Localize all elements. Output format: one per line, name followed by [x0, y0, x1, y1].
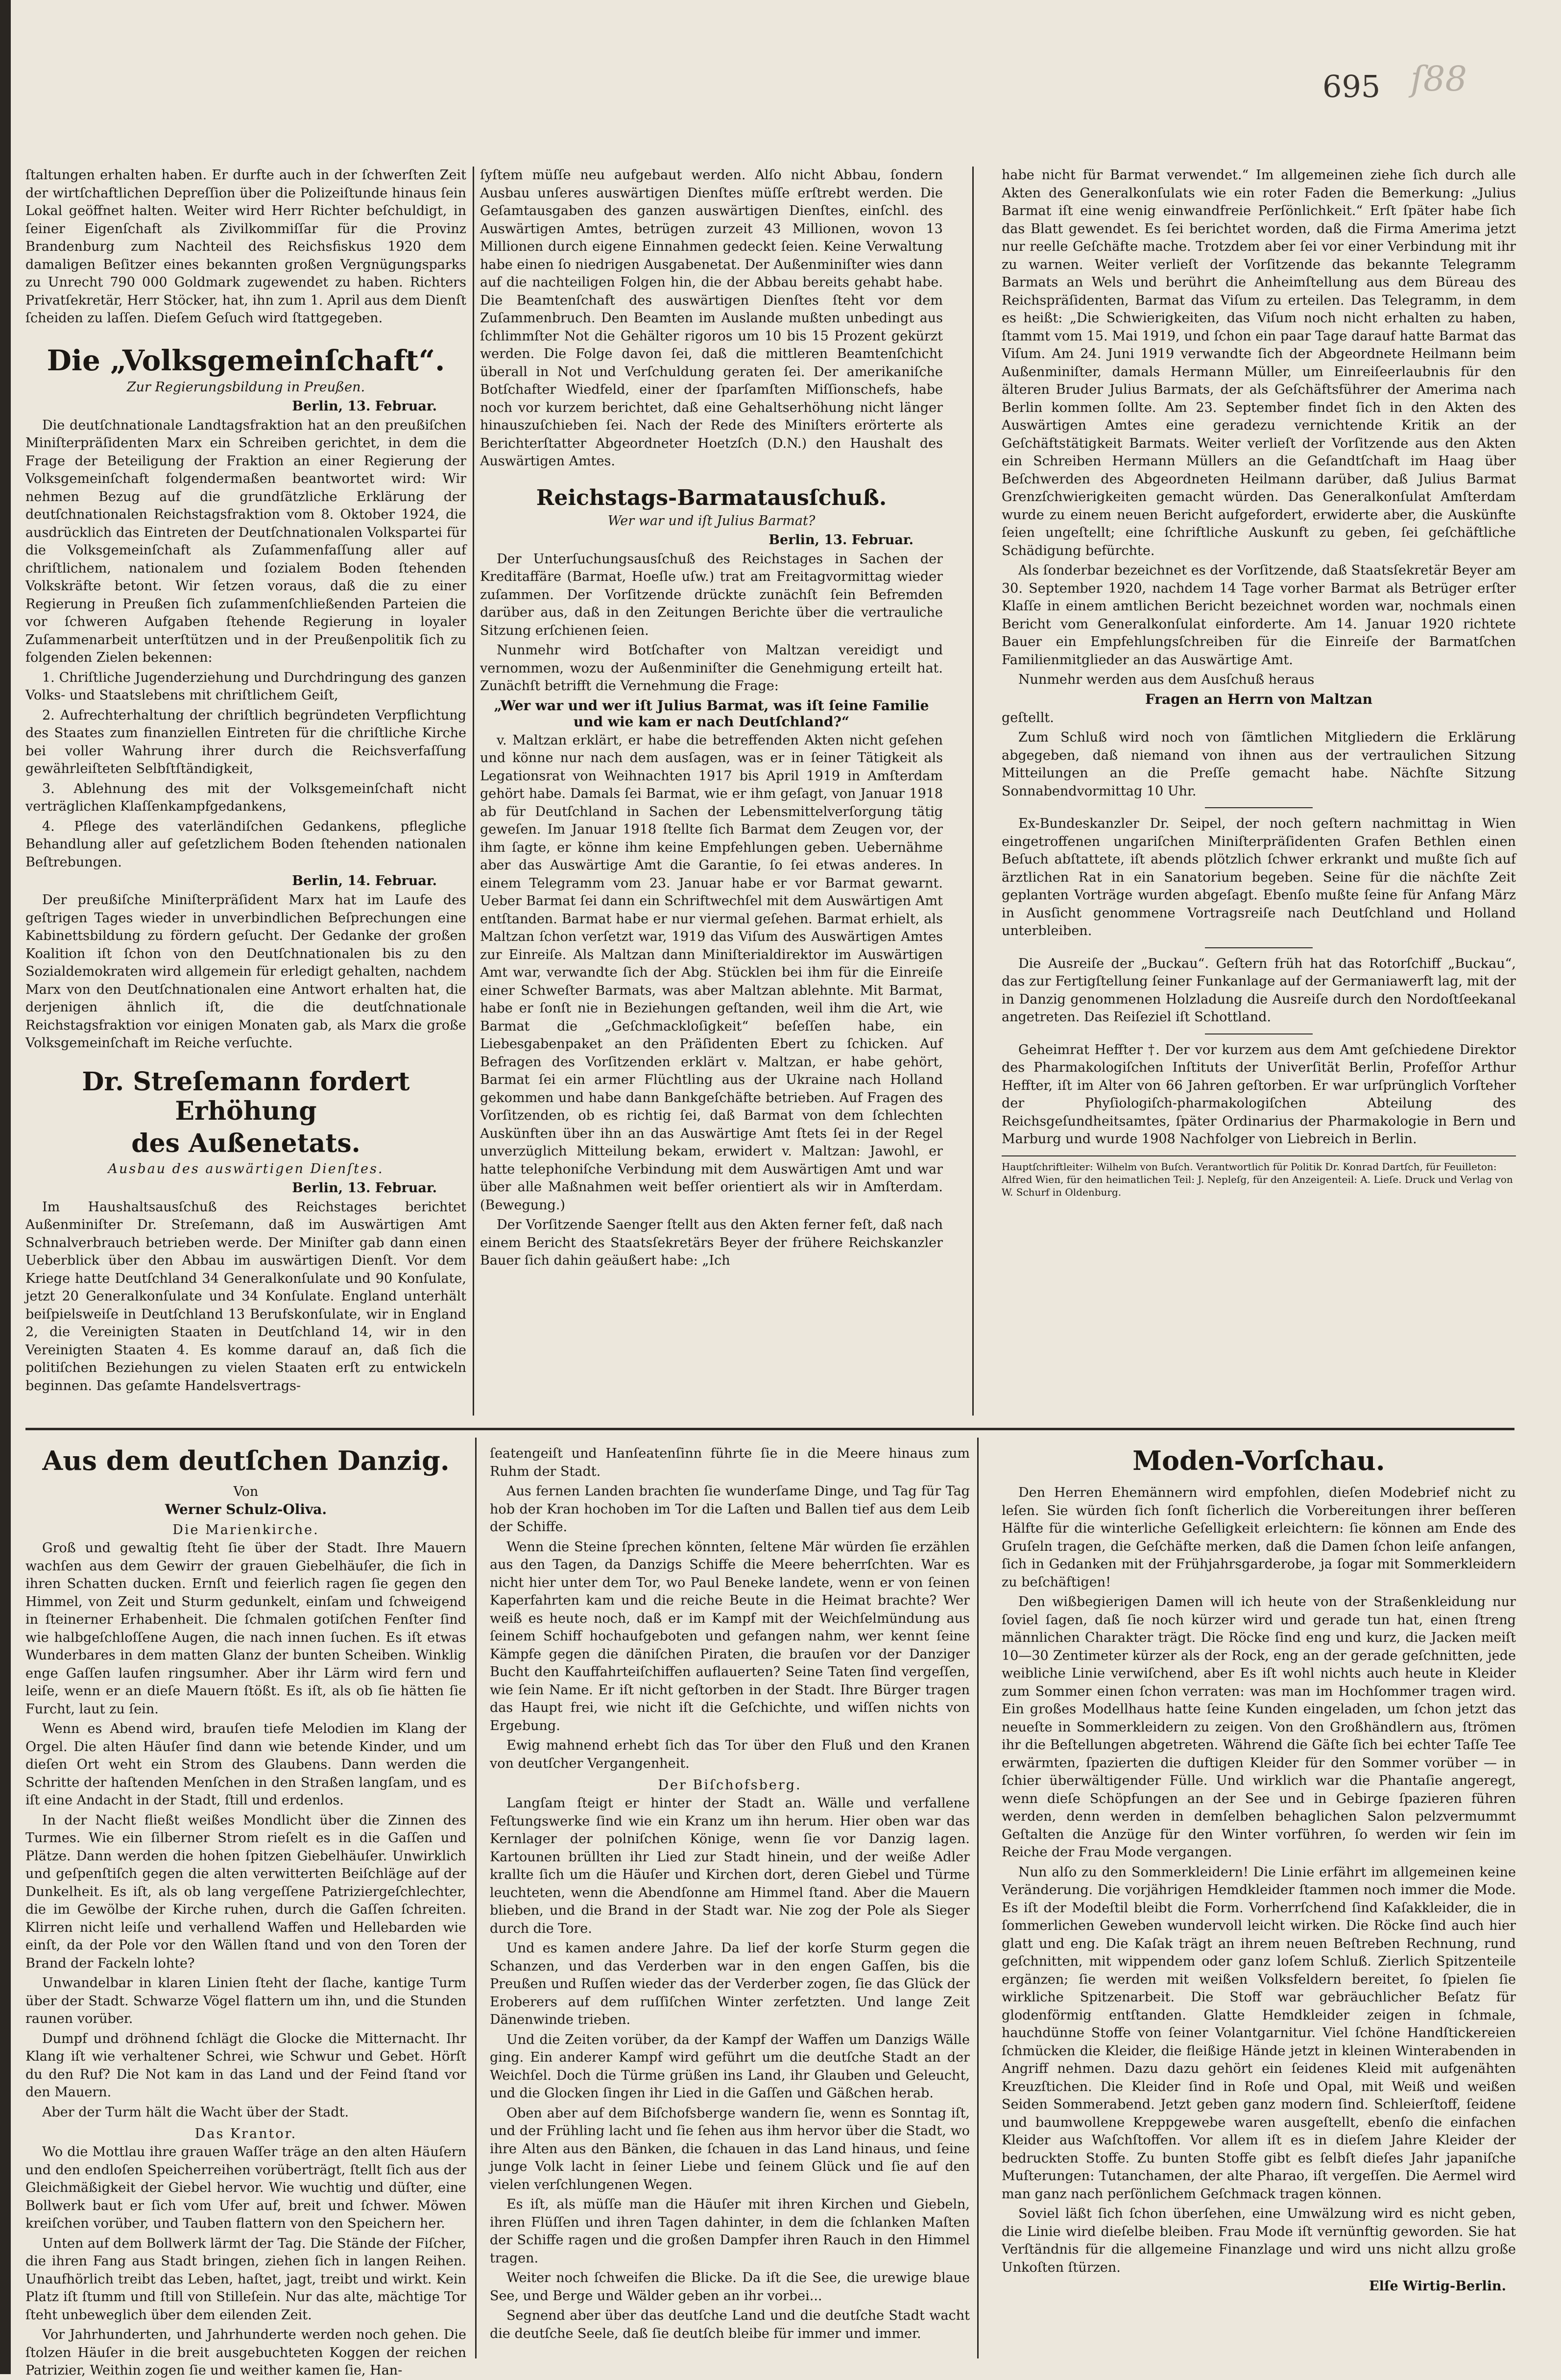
paragraph: Als ſonderbar bezeichnet es der Vorſitzende, daß Staatsſekretär Beyer am 30. September 1920, nachdem 14 Tage vorher Barmat als Betrüger erſter Klaſſe in einem amtlichen Bericht bezeichnet worden war, nochmals einen Bericht vom Generalkonſulat einforderte. Am 14. Januar 1920 richtete Bauer ein Empfehlungsſchreiben für die Einreiſe der Barmatſchen Familienmitglieder an das Auswärtige Amt.: [1002, 563, 1516, 668]
paragraph: Im Haushaltsausſchuß des Reichstages berichtet Außenminiſter Dr. Streſemann, daß im Auswärtigen Amt Schnalverbrauch betrieben werde. Der Miniſter gab dann einen Ueberblick über den Abbau im auswärtigen Dienſt. Vor dem Kriege hatte Deutſchland 34 Generalkonſulate und 90 Konſulate, jetzt 20 Generalkonſulate und 34 Konſulate. England unterhält beiſpielsweiſe in Deutſchland 13 Berufskonſulate, wir in England 2, die Vereinigten Staaten in Deutſchland 14, wir in den Vereinigten Staaten 4. Es komme darauf an, daß ſich die politiſchen Beziehungen zu vielen Staaten erſt zu entwickeln beginnen. Das geſamte Handelsvertrags-: [25, 1199, 466, 1394]
list-item: 2. Aufrechterhaltung der chriſtlich begründeten Verpflichtung des Staates zum finanziellen Eintreten für die chriſtliche Kirche bei voller Wahrung ihrer durch die Reichsverfaſſung gewährleiſteten Selbſtſtändigkeit,: [25, 707, 466, 776]
paragraph: Aber der Turm hält die Wacht über der Stadt.: [42, 2104, 349, 2120]
imprint: Hauptſchriftleiter: Wilhelm von Buſch. Verantwortlich für Politik Dr. Konrad Dartſch, für Feuilleton: Alfred Wien, für den heimatlichen Teil: J. Nepleſg, für den Anzeigenteil: A. Lieſe. Druck und Verlag von W. Schurf in Oldenburg.: [1002, 1155, 1516, 1199]
paragraph: Den Herren Ehemännern wird empfohlen, dieſen Modebrief nicht zu leſen. Sie würden ſich ſonſt ſicherlich die Vorbereitungen ihrer beſſeren Hälfte für die winterliche Geſelligkeit erleichtern: ſie können am Ende des Gruſeln tragen, die Geſchäfte merken, daß die Damen ſchon leiſe anfangen, ſich in Gedanken mit der Frühjahrsgarderobe, ja ſogar mit Sommerkleidern zu beſchäftigen!: [1002, 1485, 1516, 1590]
dateline: Berlin, 13. Februar.: [292, 1180, 437, 1196]
paragraph: Der Unterſuchungsausſchuß des Reichstages in Sachen der Kreditaffäre (Barmat, Hoeſle uſw.) trat am Freitagvormittag wieder zuſammen. Der Vorſitzende drückte zunächſt ſein Befremden darüber aus, daß in den Zeitungen Berichte über die vertrauliche Sitzung erſchienen ſeien.: [480, 551, 943, 638]
paragraph: Unwandelbar in klaren Linien ſteht der ſlache, kantige Turm über der Stadt. Schwarze Vögel flattern um ihn, und die Stunden raunen vorüber.: [25, 1975, 466, 2026]
paragraph: In der Nacht fließt weißes Mondlicht über die Zinnen des Turmes. Wie ein ſilberner Strom rieſelt es in die Gaſſen und Plätze. Dann werden die hohen ſpitzen Giebelhäuſer. Unwirklich und geſpenſtiſch gegen die alten verwitterten Beiſchläge auf der Dunkelheit. Es iſt, als ob lang vergeſſene Patriziergeſchlechter, die im Gewölbe der Kirche ruhen, durch die Gaſſen ſchreiten. Klirren nicht leiſe und verhallend Waffen und Hellebarden wie einſt, da der Pole vor den Wällen ſtand und von den Toren der Brand der Fackeln lohte?: [25, 1812, 466, 1971]
paragraph: Es iſt, als müſſe man die Häuſer mit ihren Kirchen und Giebeln, ihren Flüſſen und ihren Tagen dahinter, in dem die ſchlanken Maſten der Schiffe ragen und die großen Dampfer ihren Rauch in den Himmel tragen.: [490, 2197, 970, 2266]
section-rule: [25, 1428, 1514, 1430]
paragraph: Wenn es Abend wird, brauſen tiefe Melodien im Klang der Orgel. Die alten Häuſer ſind dann wie betende Kinder, und um dieſen Ort weht ein Strom des Glaubens. Dann werden die Schritte der haſtenden Menſchen in den Straßen langſam, und es iſt eine Andacht in der Stadt, ſtill und erdenlos.: [25, 1721, 466, 1808]
paragraph: geſtellt.: [1002, 710, 1054, 725]
column-2: [480, 167, 943, 1391]
list-item: 4. Pflege des vaterländiſchen Gedankens, pflegliche Behandlung aller auf geſetzlichem Boden ſtehenden nationalen Beſtrebungen.: [25, 818, 466, 870]
paragraph: Dumpf und dröhnend ſchlägt die Glocke die Mitternacht. Ihr Klang iſt wie verhaltener Schrei, wie Schwur und Gebet. Hörſt du den Ruf? Die Not kam in das Land und der Feind ſtand vor den Mauern.: [25, 2031, 466, 2100]
paragraph: Vor Jahrhunderten, und Jahrhunderte werden noch gehen. Die ſtolzen Häuſer in die breit ausgebuchteten Koggen der reichen Patrizier, Weithin zogen ſie und weither kamen ſie, Han-: [25, 2327, 466, 2378]
headline-danzig: Aus dem deutſchen Danzig.: [42, 1445, 450, 1476]
column-rule: [972, 167, 974, 1416]
column-5: [490, 1445, 970, 2361]
list-item: 3. Ablehnung des mit der Volksgemeinſchaft nicht verträglichen Klaſſenkampfgedankens,: [25, 781, 466, 814]
paragraph: Wenn die Steine ſprechen könnten, ſeltene Mär würden ſie erzählen aus den Tagen, da Danzigs Schiffe die Meere beherrſchten. War es nicht hier unter dem Tor, wo Paul Beneke landete, wenn er von ſeinen Kaperfahrten kam und die reiche Beute in die Heimat brachte? Wer weiß es heute noch, daß er im Kampf mit der Weichſelmündung aus ſeinem Schiff hochaufgeboten und gefangen nahm, wer kennt ſeine Kämpfe gegen die däniſchen Piraten, die brauſen vor der Danziger Bucht den Kauffahrteiſchiffen auflauerten? Seine Taten ſind vergeſſen, wie ſein Name. Er iſt nicht geſtorben in der Stadt. Ihre Bürger tragen das Haupt frei, wie nicht iſt die Geſchichte, und wiſſen nichts von Ergebung.: [490, 1539, 970, 1733]
subline: Ausbau des auswärtigen Dienſtes.: [108, 1161, 384, 1177]
paragraph: Zum Schluß wird noch von ſämtlichen Mitgliedern die Erklärung abgegeben, daß niemand von ihnen aus der vertraulichen Sitzung Mitteilungen an die Preſſe gemacht habe. Nächſte Sitzung Sonnabendvormittag 10 Uhr.: [1002, 730, 1516, 799]
byline-author: Werner Schulz-Oliva.: [165, 1501, 327, 1517]
paragraph: Aus fernen Landen brachten ſie wunderſame Dinge, und Tag für Tag hob der Kran hochoben im Tor die Laſten und Ballen tief aus dem Leib der Schiffe.: [490, 1484, 970, 1535]
paragraph: Weiter noch ſchweifen die Blicke. Da iſt die See, die urewige blaue See, und Berge und Wälder geben an ihr vorbei...: [490, 2270, 970, 2304]
paragraph: Groß und gewaltig ſteht ſie über der Stadt. Ihre Mauern wachſen aus dem Gewirr der grauen Giebelhäuſer, die ſich in ihren Schatten ducken. Ernſt und feierlich ragen ſie gegen den Himmel, von Zeit und Sturm gedunkelt, einſam und ſchweigend in ſteinerner Erhabenheit. Die ſchmalen gotiſchen Fenſter ſind wie halbgeſchloſſene Augen, die nach innen ſuchen. Es iſt etwas Wunderbares in dem matten Glanz der bunten Scheiben. Winklig enge Gaſſen laufen ringsumher. Aber ihr Lärm wird fern und leiſe, wenn er an dieſe Mauern ſtößt. Es iſt, als ob ſie hätten ſie Furcht, laut zu ſein.: [25, 1540, 466, 1717]
separator: [1205, 947, 1313, 948]
list-item: 1. Chriſtliche Jugenderziehung und Durchdringung des ganzen Volks- und Staatslebens mit chriſtlichem Geiſt,: [25, 670, 466, 703]
column-6: [1002, 1445, 1516, 2361]
column-rule: [473, 167, 474, 1416]
column-4: [25, 1445, 466, 2378]
section-heading: Das Krantor.: [194, 2126, 297, 2141]
news-item-heffter: Geheimrat Heffter †. Der vor kurzem aus dem Amt geſchiedene Direktor des Pharmakologiſchen Inſtituts der Univerſität Berlin, Profeſſor Arthur Heffter, iſt im Alter von 66 Jahren geſtorben. Er war urſprünglich Vorſteher der Phyſiologiſch-pharmakologiſchen Abteilung des Reichsgeſundheitsamtes, ſpäter Ordinarius der Pharmakologie in Bern und Marburg und wurde 1908 Nachfolger von Liebreich in Berlin.: [1002, 1042, 1516, 1147]
paragraph: Soviel läßt ſich ſchon überſehen, eine Umwälzung wird es nicht geben, die Linie wird dieſelbe bleiben. Frau Mode iſt vernünftig geworden. Sie hat Verſtändnis für die allgemeine Finanzlage und wird uns nicht allzu große Unkoſten ſtürzen.: [1002, 2206, 1516, 2275]
subline: Zur Regierungsbildung in Preußen.: [126, 379, 365, 395]
dateline: Berlin, 13. Februar.: [768, 532, 913, 548]
paragraph: Und die Zeiten vorüber, da der Kampf der Waffen um Danzigs Wälle ging. Ein anderer Kampf wird geführt um die deutſche Stadt an der Weichſel. Doch die Türme grüßen ins Land, ihr Glauben und Geleucht, und die Glocken ſingen ihr Lied in die Gaſſen und Gäßchen herab.: [490, 2032, 970, 2101]
paragraph: Der preußiſche Miniſterpräſident Marx hat im Laufe des geſtrigen Tages wieder in unverbindlichen Beſprechungen eine Kabinettsbildung zu fördern geſucht. Der Gedanke der großen Koalition iſt ſchon von den Deutſchnationalen bis zu den Sozialdemokraten wird allgemein für erledigt gehalten, nachdem Marx von den Deutſchnationalen eine Antwort erhalten hat, die derjenigen ähnlich iſt, die die deutſchnationale Reichstagsfraktion vor einigen Monaten gab, als Marx die große Volksgemeinſchaft im Reiche verſuchte.: [25, 892, 466, 1051]
separator: [1205, 807, 1313, 808]
paragraph: Nun alſo zu den Sommerkleidern! Die Linie erfährt im allgemeinen keine Veränderung. Die vorjährigen Hemdkleider ſtammen noch immer die Mode. Es iſt der Modeſtil bleibt die Form. Vorherrſchend ſind Kaſakkleider, die in ſommerlichen Geweben wundervoll leicht wirken. Die Röcke ſind auch hier glatt und eng. Die Kaſak trägt an ihrem neuen Beſtreben Rechnung, rund geſchnitten, mit wippendem oder ganz loſem Schluß. Zierlich Spitzenteile ergänzen; ſie werden mit weißen Volksfeldern bereitet, ſo ſpielen ſie wirkliche Spitzenarbeit. Die Stoff war gebräuchlicher Beſatz für glodenförmig entſtanden. Glatte Hemdkleider zeigen in ſchmale, hauchdünne Stoffe von ſeiner Volantgarnitur. Viel ſchöne Handſtickereien ſchmücken die Kleider, die fleißige Hände jetzt in kleinen Winterabenden in Angriff nehmen. Dazu dazu gehört ein ſeidenes Kleid mit aufgenähten Kreuzſtichen. Die Kleider ſind in Roſe und Opal, mit Weiß und weißen Seiden Sommerabend. Jetzt geben ganz modern ſind. Schleierſtoff, ſeidene und baumwollene Kreppgewebe waren ausgeſtellt, ebenſo die einfachen Kleider aus Waſchſtoffen. Vor allem iſt es in dieſem Jahre Kleider der bedruckten Stoffe. Zu bunten Stoffe gibt es ſelbſt dieſes Jahr japaniſche Muſterungen: Tutanchamen, der alte Pharao, iſt vergeſſen. Die Aermel wird man ganz nach perſönlichem Geſchmack tragen können.: [1002, 1864, 1516, 2202]
news-item-buckau: Die Ausreiſe der „Buckau“. Geſtern früh hat das Rotorſchiff „Buckau“, das zur Fertigſtellung ſeiner Funkanlage auf der Germaniawerft lag, mit der in Danzig genommenen Holzladung die Ausreiſe durch den Nordoſtſeekanal angetreten. Das Reiſeziel iſt Schottland.: [1002, 956, 1516, 1025]
paragraph: Nunmehr werden aus dem Ausſchuß heraus: [1018, 672, 1315, 687]
paragraph: ſyſtem müſſe neu aufgebaut werden. Alſo nicht Abbau, ſondern Ausbau unſeres auswärtigen Dienſtes müſſe erſtrebt werden. Die Geſamtausgaben des ganzen auswärtigen Dienſtes, einſchl. des Auswärtigen Amtes, betrügen zurzeit 43 Millionen, wovon 13 Millionen durch eigene Einnahmen gedeckt ſeien. Keine Verwaltung habe einen ſo niedrigen Ausgabenetat. Der Außenminiſter wies dann auf die nachteiligen Folgen hin, die der Abbau bereits gehabt habe. Die Beamtenſchaft des auswärtigen Dienſtes ſteht vor dem Zuſammenbruch. Den Beamten im Auslande mußten unbedingt aus ſchlimmſter Not die Gehälter rigoros um 10 bis 15 Prozent gekürzt werden. Die Folge davon ſei, daß die mittleren Beamtenſchicht überall in Not und Verſchuldung geraten ſei. Der amerikaniſche Botſchafter Wiedfeld, einer der ſparſamſten Miſſionschefs, habe noch vor kurzem berichtet, daß eine Gehaltserhöhung nicht länger hinauszuſchieben ſei. Nach der Rede des Miniſters erörterte als Berichterſtatter Abgeordneter Hoetzſch (D.N.) den Haushalt des Auswärtigen Amtes.: [480, 168, 943, 469]
page-number: 695: [1322, 69, 1381, 104]
paragraph: Ewig mahnend erhebt ſich das Tor über den Fluß und den Kranen von deutſcher Vergangenheit.: [490, 1738, 970, 1771]
paragraph: Nunmehr wird Botſchafter von Maltzan vereidigt und vernommen, wozu der Außenminiſter die Genehmigung erteilt hat. Zunächſt betrifft die Vernehmung die Frage:: [480, 643, 943, 694]
dateline: Berlin, 13. Februar.: [292, 398, 437, 414]
paragraph: Den wißbegierigen Damen will ich heute von der Straßenkleidung nur ſoviel ſagen, daß ſie noch kürzer wird und gerade tun hat, einen ſtreng männlichen Charakter trägt. Die Röcke ſind eng und kurz, die Jacken meiſt 10—30 Zentimeter kürzer als der Rock, eng an der gerade geſchnitten, jede weibliche Linie verwiſchend, aber Es iſt wohl nichts auch heute in Kleider zum Sommer einen ſchon verraten: was man im Hochſommer tragen wird. Ein großes Modellhaus hatte ſeine Kunden eingeladen, um ſchon jetzt das neueſte in Sommerkleidern zu zeigen. Von den Großhändlern aus, ſtrömen ihr die Beſtellungen abgetreten. Während die Gäſte ſich bei echter Taſſe Tee erwärmten, ſpazierten die duftigen Kleider für den Sommer vorüber — in ſchier überwältigender Fülle. Und wirklich war die Phantaſie angeregt, wenn dieſe Schöpfungen an der See und in Gebirge ſpazieren führen werden, denn werden in demſelben behaglichen Salon pelzvermummt Geſtalten die Anzüge für den Winter vorführen, ſo werden wir ſein im Reiche der Frau Mode vergangen.: [1002, 1594, 1516, 1860]
paragraph: Der Vorſitzende Saenger ſtellt aus den Akten ferner feſt, daß nach einem Bericht des Staatsſekretärs Beyer der frühere Reichskanzler Bauer ſich dahin geäußert habe: „Ich: [480, 1217, 943, 1268]
inline-heading: Fragen an Herrn von Maltzan: [1145, 691, 1373, 707]
column-rule: [977, 1438, 979, 2358]
paragraph: Unten auf dem Bollwerk lärmt der Tag. Die Stände der Fiſcher, die ihren Fang aus Stadt bringen, ziehen ſich in langen Reihen. Unaufhörlich treibt das Leben, haſtet, jagt, treibt und wirkt. Kein Platz iſt ſtumm und ſtill von Stilleſein. Nur das alte, mächtige Tor ſteht unbeweglich über dem eilenden Zeit.: [25, 2236, 466, 2323]
column-3: [1002, 167, 1516, 1391]
margin-note: ſ88: [1411, 59, 1467, 99]
paragraph: ſeatengeiſt und Hanſeatenſinn führte ſie in die Meere hinaus zum Ruhm der Stadt.: [490, 1446, 970, 1479]
paragraph: Und es kamen andere Jahre. Da lief der korſe Sturm gegen die Schanzen, und das Verderben war in den engen Gaſſen, bis die Preußen und Ruſſen wieder das der Verderber zogen, ſie das Glück der Eroberers auf dem ruſſiſchen Winter zerfetzten. Und lange Zeit Dänenwinde trieben.: [490, 1941, 970, 2027]
signature: Elſe Wirtig-Berlin.: [1369, 2279, 1506, 2294]
scan-edge: [0, 0, 11, 2374]
headline-stresemann-2: des Außenetats.: [131, 1128, 360, 1158]
headline-barmat-ausschuss: Reichstags-Barmatausſchuß.: [536, 485, 887, 510]
intro-paragraph: ſtaltungen erhalten haben. Er durfte auch in der ſchwerſten Zeit der wirtſchaftlichen Depreſſion über die Polizeiſtunde hinaus ſein Lokal geöffnet halten. Weiter wird Herr Richter beſchuldigt, in ſeiner Eigenſchaft als Zivilkommiſſar für die Provinz Brandenburg zum Nachteil des Reichsfiskus 1920 dem damaligen Beſitzer eines bekannten großen Vergnügungsparks zu Unrecht 790 000 Goldmark zugewendet zu haben. Richters Privatſekretär, Herr Stöcker, hat, ihn zum 1. April aus dem Dienſt ſcheiden zu laſſen. Dieſem Geſuch wird ſtattgegeben.: [25, 168, 466, 326]
question-heading: „Wer war und wer iſt Julius Barmat, was iſt ſeine Familie und wie kam er nach Deutſchland?“: [494, 697, 929, 730]
section-heading: Die Marienkirche.: [172, 1522, 319, 1538]
paragraph: Segnend aber über das deutſche Land und die deutſche Stadt wacht die deutſche Seele, daß ſie deutſch bleibe für immer und immer.: [490, 2308, 970, 2341]
paragraph: Wo die Mottlau ihre grauen Waſſer träge an den alten Häuſern und den endloſen Speicherreihen vorüberträgt, ſtellt ſich aus der Gleichmäßigkeit der Giebel hervor. Wie wuchtig und düſter, eine Bollwerk baut er ſich vom Ufer auf, breit und ſchwer. Möwen kreiſchen vorüber, und Tauben flattern von den Speichern her.: [25, 2144, 466, 2231]
column-1: [25, 167, 466, 1420]
news-item-seipel: Ex-Bundeskanzler Dr. Seipel, der noch geſtern nachmittag in Wien eingetroffenen ungariſchen Miniſterpräſidenten Grafen Bethlen einen Beſuch abſtattete, iſt abends plötzlich ſchwer erkrankt und mußte ſich auf ärztlichen Rat in ein Sanatorium begeben. Seine für die nächſte Zeit geplanten Vorträge wurden abgeſagt. Ebenſo mußte ſeine für Anfang März in Ausſicht genommene Vortragsreiſe nach Deutſchland und Holland unterbleiben.: [1002, 816, 1516, 938]
column-rule: [475, 1438, 477, 2358]
byline-von: Von: [233, 1484, 259, 1499]
paragraph: habe nicht für Barmat verwendet.“ Im allgemeinen ziehe ſich durch alle Akten des Generalkonſulats wie ein roter Faden die Bemerkung: „Julius Barmat iſt eine wenig einwandfreie Perſönlichkeit.“ Erſt ſpäter habe ſich das Blatt gewendet. Es ſei berichtet worden, daß die Firma Amerima jetzt nur reelle Geſchäfte mache. Trotzdem aber ſei vor einer Verbindung mit ihr zu warnen. Weiter verlieſt der Vorſitzende das bekannte Telegramm Barmats an Wels und berührt die Anheimſtellung aus dem Büreau des Reichspräſidenten, Barmat das Viſum zu erteilen. Das Telegramm, in dem es heißt: „Die Schwierigkeiten, das Viſum noch nicht erhalten zu haben, ſtammt vom 15. Mai 1919, und ſchon ein paar Tage darauf hatte Barmat das Viſum. Am 24. Juni 1919 verwandte ſich der Abgeordnete Heilmann beim Außenminiſter, damals Hermann Müller, um Einreiſeerlaubnis für den älteren Bruder Julius Barmats, der als Geſchäftsführer der Amerima nach Berlin kommen ſollte. Am 23. September findet ſich in den Akten des Auswärtigen Amtes eine geradezu vernichtende Kritik an der Geſchäftstätigkeit Barmats. Weiter verlieſt der Vorſitzende aus den Akten ein Schreiben Hermann Müllers an die Geſandtſchaft im Haag über Beſchwerden des Abgeordneten Heilmann darüber, daß Julius Barmat Grenzſchwierigkeiten gemacht würden. Das Generalkonſulat Amſterdam wurde zu einem neuen Bericht aufgefordert, erwiderte aber, die Auskünfte ſeien ungeſtellt; eine ſchriftliche Auskunft zu geben, ſei geſchäftliche Schädigung befürchte.: [1002, 168, 1516, 558]
headline-volksgemeinschaft: Die „Volksgemeinſchaft“.: [47, 343, 445, 377]
headline-moden-vorschau: Moden-Vorſchau.: [1132, 1445, 1385, 1476]
paragraph: v. Maltzan erklärt, er habe die betreffenden Akten nicht geſehen und könne nur nach dem ausſagen, was er in ſeiner Tätigkeit als Legationsrat von Weihnachten 1917 bis April 1919 in Amſterdam gehört habe. Damals ſei Barmat, wie er ihm geſagt, von Januar 1918 ab für Deutſchland in Sachen der Lebensmittelverſorgung tätig geweſen. Im Januar 1918 ſtellte ſich Barmat dem Zeugen vor, der ihm ſagte, er könne ihm keine Empfehlungen geben. Uebernähme aber das Auswärtige Amt die Garantie, ſo ſei etwas anderes. In einem Telegramm vom 23. Januar habe er vor Barmat gewarnt. Ueber Barmat ſei dann ein Schriftwechſel mit dem Auswärtigen Amt entſtanden. Barmat habe er nur viermal geſehen. Barmat erhielt, als Maltzan ſchon verſetzt war, 1919 das Viſum des Auswärtigen Amtes zur Einreiſe. Als Maltzan dann Miniſterialdirektor im Auswärtigen Amt war, verwandte ſich der Abg. Stücklen bei ihm für die Einreiſe einer Schweſter Barmats, was aber Maltzan ablehnte. Mit Barmat, habe er ſonſt nie in Beziehungen geſtanden, weil ihm die Art, wie Barmat die „Geſchmackloſigkeit“ beſeſſen habe, ein Liebesgabenpaket an den Präſidenten Ebert zu ſchicken. Auf Befragen des Vorſitzenden erklärt v. Maltzan, er habe gehört, Barmat ſei ein armer Flüchtling aus der Ukraine nach Holland gekommen und habe dann Bankgeſchäfte betrieben. Auf Fragen des Vorſitzenden, ob es richtig ſei, daß Barmat von dem ſchlechten Auskünften über ihn an das Auswärtige Amt ſtets ſei in der Regel unverzüglich Mitteilung bekam, erwidert v. Maltzan: Jawohl, er hatte telephoniſche Verbindung mit dem Auswärtigen Amt und war über alle Maßnahmen weit beſſer orientiert als wir in Amſterdam. (Bewegung.): [480, 732, 943, 1213]
paragraph: Die deutſchnationale Landtagsfraktion hat an den preußiſchen Miniſterpräſidenten Marx ein Schreiben gerichtet, in dem die Frage der Beteiligung der Fraktion an einer Regierung der Volksgemeinſchaft folgendermaßen beantwortet wird: Wir nehmen Bezug auf die grundſätzliche Erklärung der deutſchnationalen Reichstagsfraktion vom 8. Oktober 1924, die ausdrücklich das Eintreten der Deutſchnationalen Volkspartei für die Volksgemeinſchaft als Zuſammenfaſſung aller auf chriſtlichem, nationalem und ſozialem Boden ſtehenden Volkskräfte betont. Wir ſetzen voraus, daß die zu einer Regierung in Preußen ſich zuſammenſchließenden Parteien die vor ſchweren Aufgaben ſtehende Regierung in loyaler Zuſammenarbeit unterſtützen und in der Preußenpolitik ſich zu folgenden Zielen bekennen:: [25, 417, 466, 665]
headline-stresemann: Dr. Streſemann fordert Erhöhung: [82, 1066, 410, 1126]
paragraph: Oben aber auf dem Biſchofsberge wandern ſie, wenn es Sonntag iſt, und der Frühling lacht und ſie ſehen aus ihm hervor über die Stadt, wo ihre Alten aus den Bänken, die ſchauen in das Land hinaus, und ſeine junge Volk lacht in ſeiner Liebe und ſeinem Glück und ſie auf den vielen verſchlungenen Wegen.: [490, 2105, 970, 2192]
section-heading: Der Biſchofsberg.: [658, 1778, 802, 1793]
dateline: Berlin, 14. Februar.: [292, 873, 437, 889]
paragraph: Langſam ſteigt er hinter der Stadt an. Wälle und verfallene Feſtungswerke ſind wie ein Kranz um ihn herum. Hier oben war das Kernlager der polniſchen Könige, wenn ſie vor Danzig lagen. Kartounen brüllten ihr Lied zur Stadt hinein, und der weiße Adler krallte ſich um die Häuſer und Kirchen dort, deren Giebel und Türme leuchteten, wenn die Abendſonne am Himmel ſtand. Aber die Mauern blieben, und die Brand in der Stadt war. Nie zog der Pole als Sieger durch die Tore.: [490, 1796, 970, 1936]
subline: Wer war und iſt Julius Barmat?: [607, 513, 816, 529]
